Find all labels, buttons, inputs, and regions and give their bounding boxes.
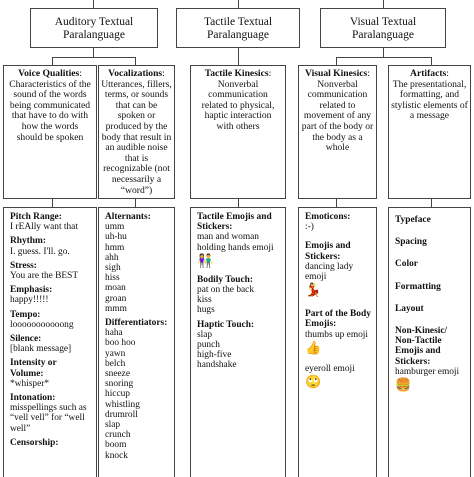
dancing-lady-emoji-icon: 💃	[305, 283, 322, 299]
differentiator-item: yawn	[105, 348, 126, 359]
differentiator-item: hiccup	[105, 389, 130, 400]
differentiator-item: sneeze	[105, 369, 130, 380]
tactile-header-line2: Paralanguage	[207, 29, 269, 41]
auditory-header-line2: Paralanguage	[63, 29, 125, 41]
hamburger-emoji-icon: 🍔	[395, 378, 412, 394]
intonation-label: Intonation:	[10, 393, 56, 404]
intonation-example: misspellings such as “vell vell” for “well well”	[10, 403, 87, 434]
alternant-item: groan	[105, 293, 127, 304]
eyeroll-example: eyeroll emoji	[305, 363, 355, 374]
tactile-examples-box	[190, 207, 286, 477]
artifacts-title: Artifacts	[410, 68, 447, 79]
connector-artifacts-down	[431, 57, 432, 65]
alternant-item: hmm	[105, 242, 125, 253]
connector-mid-bot-4	[336, 198, 337, 207]
emoticons-example: :-)	[305, 222, 314, 233]
pitch-range-label: Pitch Range:	[10, 212, 62, 222]
tempo-example: looooooooooong	[10, 319, 74, 330]
connector-mid-bot-3	[238, 198, 239, 207]
auditory-header-box	[30, 8, 158, 48]
stress-example: You are the BEST	[10, 271, 79, 282]
hamburger-example: hamburger emoji	[395, 366, 460, 377]
formatting-label: Formatting	[395, 281, 441, 292]
thumbs-up-emoji-icon: 👍	[305, 340, 322, 356]
tactile-header-box	[176, 8, 300, 48]
pitch-range-example: I rEAlly want that	[10, 222, 78, 233]
tactile-emojis-label: Tactile Emojis and Stickers:	[197, 212, 272, 233]
alternant-item: mmm	[105, 303, 127, 314]
bodily-touch-example: pat on the back kiss hugs	[197, 285, 255, 316]
connector-auditory-bar	[52, 57, 136, 58]
differentiator-item: boo hoo	[105, 338, 136, 349]
intensity-example: *whisper*	[10, 378, 50, 389]
rhythm-label: Rhythm:	[10, 236, 46, 247]
vocalizations-title: Vocalizations	[108, 68, 163, 79]
tactile-emojis-example: man and woman holding hands emoji	[197, 232, 274, 253]
connector-mid-bot-2	[135, 198, 136, 207]
alternant-item: umm	[105, 222, 125, 233]
connector-top-v3	[383, 0, 384, 8]
visual-header-line1: Visual Textual	[349, 16, 417, 28]
bodily-touch-label: Bodily Touch:	[197, 274, 254, 285]
silence-example: [blank message]	[10, 344, 72, 355]
connector-mid-bot-5	[431, 198, 432, 207]
visual-kinesics-text: Nonverbal communication related to movement of any part of the body or the body as a whole	[301, 78, 374, 154]
haptic-touch-example: slap punch high-five handshake	[197, 329, 237, 371]
emojis-stickers-example: dancing lady emoji	[305, 261, 354, 283]
connector-tactile-down	[238, 47, 239, 65]
alternants-list	[105, 222, 170, 314]
alternant-item: hiss	[105, 273, 120, 284]
connector-auditory-down	[93, 47, 94, 57]
emphasis-label: Emphasis:	[10, 285, 53, 296]
connector-visual-down	[383, 47, 384, 57]
emojis-stickers-label: Emojis and Stickers:	[305, 241, 351, 262]
thumbs-up-example: thumbs up emoji	[305, 329, 369, 340]
differentiator-item: snoring	[105, 379, 134, 390]
differentiator-item: crunch	[105, 430, 131, 441]
differentiator-item: knock	[105, 450, 128, 461]
tactile-kinesics-text: Nonverbal communication related to physical, haptic interaction with others	[201, 78, 275, 132]
haptic-touch-label: Haptic Touch:	[197, 319, 255, 330]
differentiators-label: Differentiators:	[105, 318, 168, 329]
artifacts-examples-box	[388, 207, 471, 477]
connector-viskin-down	[336, 57, 337, 65]
visual-header-box	[320, 8, 446, 48]
tactile-header-line1: Tactile Textual	[203, 16, 273, 28]
visual-kinesics-def-box: Visual Kinesics: Nonverbal communication related to movement of any part of the body or the body as a whole	[298, 65, 377, 199]
holding-hands-emoji-icon: 👫	[197, 253, 214, 269]
differentiators-list	[105, 328, 170, 461]
alternant-item: sigh	[105, 263, 121, 274]
spacing-label: Spacing	[395, 237, 427, 248]
emoticons-label: Emoticons:	[305, 212, 351, 222]
connector-vocal-down	[135, 57, 136, 65]
artifacts-text: The presentational, formatting, and stylistic elements of a message	[391, 78, 468, 122]
stress-label: Stress:	[10, 260, 37, 271]
layout-label: Layout	[395, 303, 424, 314]
connector-mid-bot-1	[52, 198, 53, 207]
auditory-header-line1: Auditory Textual	[54, 16, 134, 28]
voice-qualities-text: Characteristics of the sound of the words being communicated that have to do with how the words should be spoken	[9, 78, 91, 143]
body-emojis-label: Part of the Body Emojis:	[305, 309, 371, 330]
typeface-label: Typeface	[395, 215, 431, 225]
visual-kinesics-examples-box	[298, 207, 377, 477]
differentiator-item: drumroll	[105, 409, 138, 420]
differentiator-item: slap	[105, 420, 121, 431]
differentiator-item: belch	[105, 358, 126, 369]
intensity-label: Intensity or Volume:	[10, 358, 57, 379]
censorship-label: Censorship:	[10, 437, 59, 448]
alternant-item: moan	[105, 283, 126, 294]
connector-visual-bar	[336, 57, 432, 58]
voice-qualities-title: Voice Qualities	[18, 68, 80, 79]
voice-qualities-examples-box	[3, 207, 97, 477]
tactile-kinesics-def-box: Tactile Kinesics: Nonverbal communication related to physical, haptic interaction with others	[190, 65, 286, 199]
silence-label: Silence:	[10, 334, 42, 345]
connector-top-v1	[93, 0, 94, 8]
emphasis-example: happy!!!!!	[10, 295, 49, 306]
color-label: Color	[395, 259, 418, 270]
voice-qualities-def-box: Voice Qualities: Characteristics of the sound of the words being communicated that have to do with how the words should be spoken	[3, 65, 97, 199]
artifacts-def-box: Artifacts: The presentational, formatting, and stylistic elements of a message	[388, 65, 471, 199]
tempo-label: Tempo:	[10, 309, 41, 320]
rhythm-example: I. guess. I'll. go.	[10, 246, 70, 257]
alternant-item: uh-hu	[105, 232, 127, 243]
alternants-label: Alternants:	[105, 212, 151, 222]
tactile-kinesics-title: Tactile Kinesics	[204, 68, 269, 79]
connector-voice-down	[52, 57, 53, 65]
eyeroll-emoji-icon: 🙄	[305, 375, 322, 391]
vocalizations-def-box: Vocalizations: Utterances, fillers, terms, or sounds that can be spoken or produced by the body that result in an audible noise that is recognizable (not necessarily a “word”)	[98, 65, 175, 199]
visual-header-line2: Paralanguage	[352, 29, 414, 41]
differentiator-item: boom	[105, 440, 127, 451]
non-kinesic-emojis-label: Non-Kinesic/ Non-Tactile Emojis and Stickers:	[395, 326, 448, 367]
vocalizations-text: Utterances, fillers, terms, or sounds that can be spoken or produced by the body that result in an audible noise that is recognizable (not necessarily a “word”)	[101, 78, 172, 196]
differentiator-item: haha	[105, 328, 123, 339]
alternant-item: ahh	[105, 252, 119, 263]
visual-kinesics-title: Visual Kinesics	[305, 68, 368, 79]
vocalizations-examples-box	[98, 207, 175, 477]
differentiator-item: whistling	[105, 399, 140, 410]
connector-top-v2	[238, 0, 239, 8]
